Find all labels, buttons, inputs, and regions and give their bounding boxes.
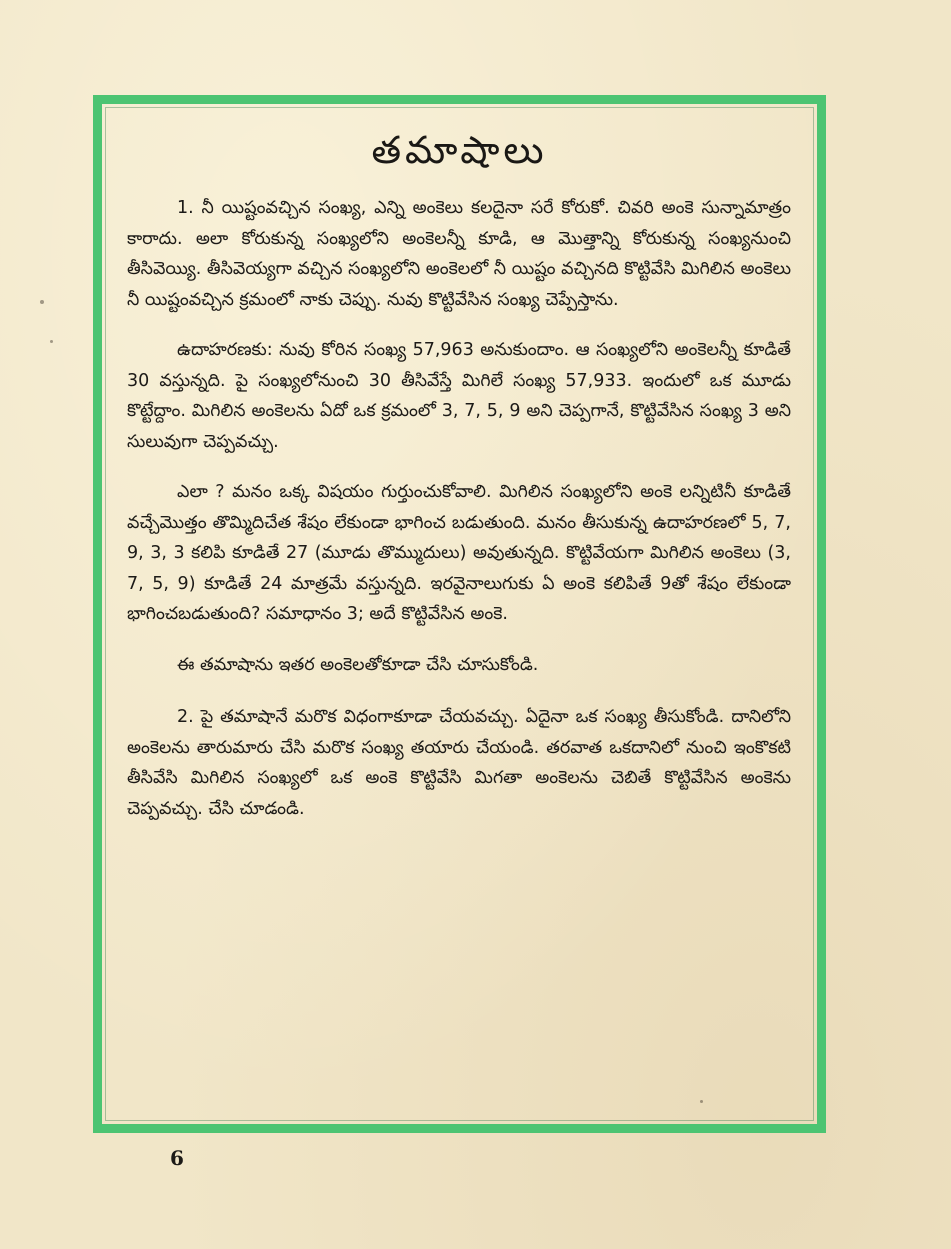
page-number: 6	[170, 1146, 184, 1170]
paper-speck	[700, 1100, 703, 1103]
paragraph-trick-1: 1. నీ యిష్టంవచ్చిన సంఖ్య, ఎన్ని అంకెలు కలదైనా సరే కోరుకో. చివరి అంకె సున్నామాత్రం కారాదు. అలా కోరుకున్న సంఖ్యలోని అంకెలన్నీ కూడి, ఆ మొత్తాన్ని కోరుకున్న సంఖ్యనుంచి తీసివెయ్యి. తీసివెయ్యగా వచ్చిన సంఖ్యలోని అంకెలలో నీ యిష్టం వచ్చినది కొట్టివేసి మిగిలిన అంకెలు నీ యిష్టంవచ్చిన క్రమంలో నాకు చెప్పు. నువు కొట్టివేసిన సంఖ్య చెప్పేస్తాను.	[127, 198, 791, 310]
paragraph-trick-2: 2. పై తమాషానే మరొక విధంగాకూడా చేయవచ్చు. ఏదైనా ఒక సంఖ్య తీసుకోండి. దానిలోని అంకెలను తారుమారు చేసి మరొక సంఖ్య తయారు చేయండి. తరవాత ఒకదానిలో నుంచి ఇంకొకటి తీసివేసి మిగిలిన సంఖ్యలో ఒక అంకె కొట్టివేసి మిగతా అంకెలను చెబితే కొట్టివేసిన అంకెను చెప్పవచ్చు. చేసి చూడండి.	[127, 707, 791, 819]
body-text	[127, 193, 791, 844]
paper-speck	[40, 300, 44, 304]
paragraph-explanation: ఎలా ? మనం ఒక్క విషయం గుర్తుంచుకోవాలి. మిగిలిన సంఖ్యలోని అంకె లన్నిటినీ కూడితే వచ్చేమొత్తం తొమ్మిదిచేత శేషం లేకుండా భాగించ బడుతుంది. మనం తీసుకున్న ఉదాహరణలో 5, 7, 9, 3, 3 కలిపి కూడితే 27 (మూడు తొమ్ముదులు) అవుతున్నది. కొట్టివేయగా మిగిలిన అంకెలు (3, 7, 5, 9) కూడితే 24 మాత్రమే వస్తున్నది. ఇరవైనాలుగుకు ఏ అంకె కలిపితే 9తో శేషం లేకుండా భాగించబడుతుంది? సమాధానం 3; అదే కొట్టివేసిన అంకె.	[127, 482, 791, 624]
page-title: తమాషాలు	[371, 128, 548, 172]
paper-speck	[50, 340, 53, 343]
paragraph-try-yourself: ఈ తమాషాను ఇతర అంకెలతోకూడా చేసి చూసుకోండి.	[177, 654, 539, 675]
paragraph-example: ఉదాహరణకు: నువు కోరిన సంఖ్య 57,963 అనుకుందాం. ఆ సంఖ్యలోని అంకెలన్నీ కూడితే 30 వస్తున్నది. పై సంఖ్యలోనుంచి 30 తీసివేస్తే మిగిలే సంఖ్య 57,933. ఇందులో ఒక మూడు కొట్టేద్దాం. మిగిలిన అంకెలను ఏదో ఒక క్రమంలో 3, 7, 5, 9 అని చెప్పగానే, కొట్టివేసిన సంఖ్య 3 అని సులువుగా చెప్పవచ్చు.	[127, 340, 791, 452]
